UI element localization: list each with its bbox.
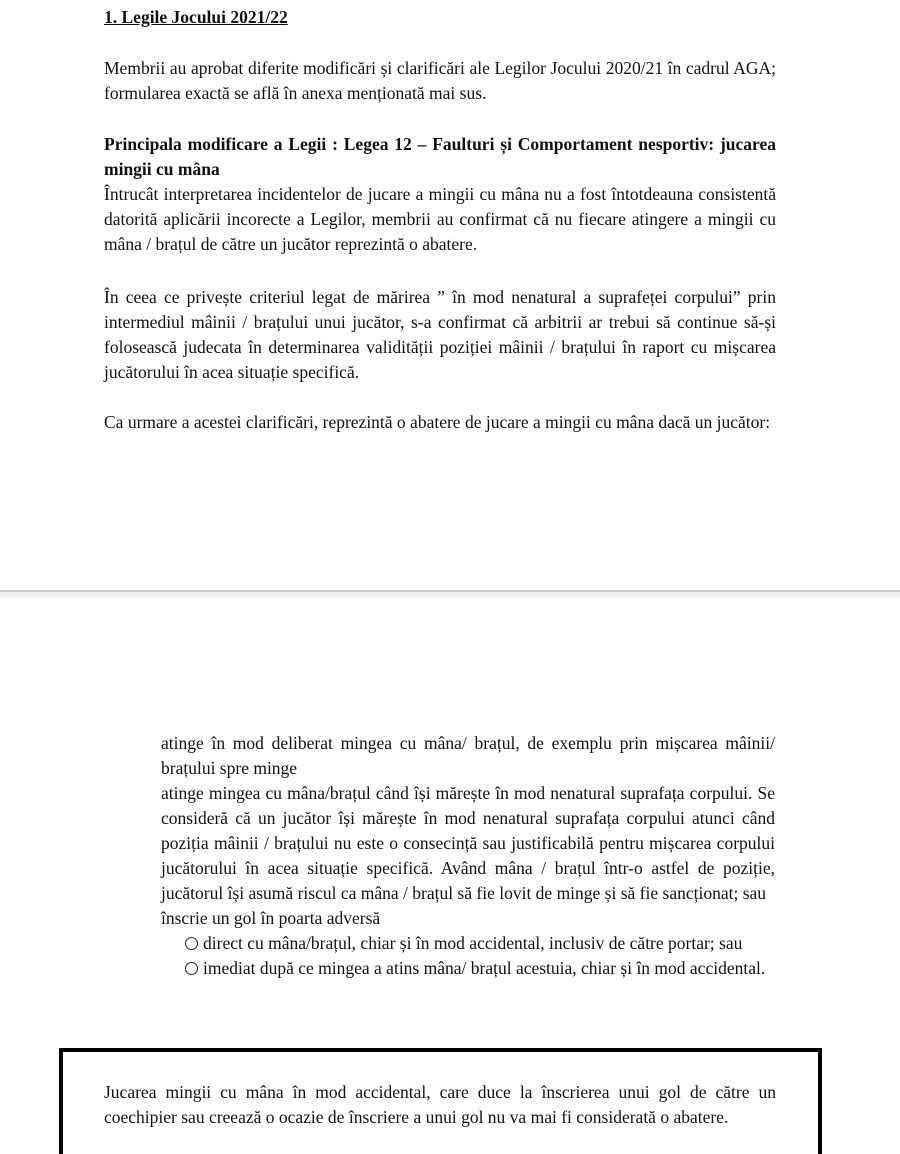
circle-bullet-icon [185,962,198,975]
highlighted-paragraph: Jucarea mingii cu mâna în mod accidental, care duce la înscrierea unui gol de către un coechipier sau creează o ocazie de înscriere a unui gol nu va mai fi considerată o abatere. [104,1082,776,1127]
paragraph-consequence: Ca urmare a acestei clarificări, reprezintă o abatere de jucare a mingii cu mâna dacă un jucător: [104,412,771,432]
subheading: Principala modificare a Legii : Legea 12 – Faulturi și Comportament nesportiv: jucarea mingii cu mâna [104,134,776,179]
paragraph-interpretation: Întrucât interpretarea incidentelor de jucare a mingii cu mâna nu a fost întotdeauna consistentă datorită aplicării incorecte a Legilor, membrii au confirmat că nu fiecare atingere a mingii cu mâna / brațul de către un jucător reprezintă o abatere. [104,184,776,254]
sub-list-item [161,956,775,981]
sub-list-item-text: imediat după ce mingea a atins mâna/ brațul acestuia, chiar și în mod accidental. [203,958,766,978]
offence-list [161,731,775,981]
sub-list-item-text: direct cu mâna/brațul, chiar și în mod accidental, inclusiv de către portar; sau [203,933,743,953]
list-item: atinge în mod deliberat mingea cu mâna/ brațul, de exemplu prin mișcarea mâinii/ brațului spre minge [161,733,775,778]
paragraph-criteria: În ceea ce privește criteriul legat de mărirea ” în mod nenatural a suprafeței corpului” prin intermediul mâinii / brațului unui jucător, s-a confirmat că arbitrii ar trebui să continue să-și folosească judecata în determinarea validității poziției mâinii / brațului în raport cu mișcarea jucătorului în acea situație specifică. [104,287,776,382]
intro-paragraph: Membrii au aprobat diferite modificări și clarificări ale Legilor Jocului 2020/21 în cadrul AGA; formularea exactă se află în anexa menționată mai sus. [104,58,776,103]
list-item: atinge mingea cu mâna/brațul când își mărește în mod nenatural suprafața corpului. Se consideră că un jucător își mărește în mod nenatural suprafața corpului atunci când poziția mâinii / brațului nu este o consecință sau justificabilă pentru mișcarea corpului jucătorului în acea situație specifică. Având mâna / brațul într-o astfel de poziție, jucătorul își asumă riscul ca mâna / brațul să fie lovit de minge și să fie sancționat; sau [161,783,775,903]
list-item: înscrie un gol în poarta adversă [161,908,381,928]
section-title: 1. Legile Jocului 2021/22 [104,7,288,27]
circle-bullet-icon [185,937,198,950]
sub-list-item [161,931,775,956]
